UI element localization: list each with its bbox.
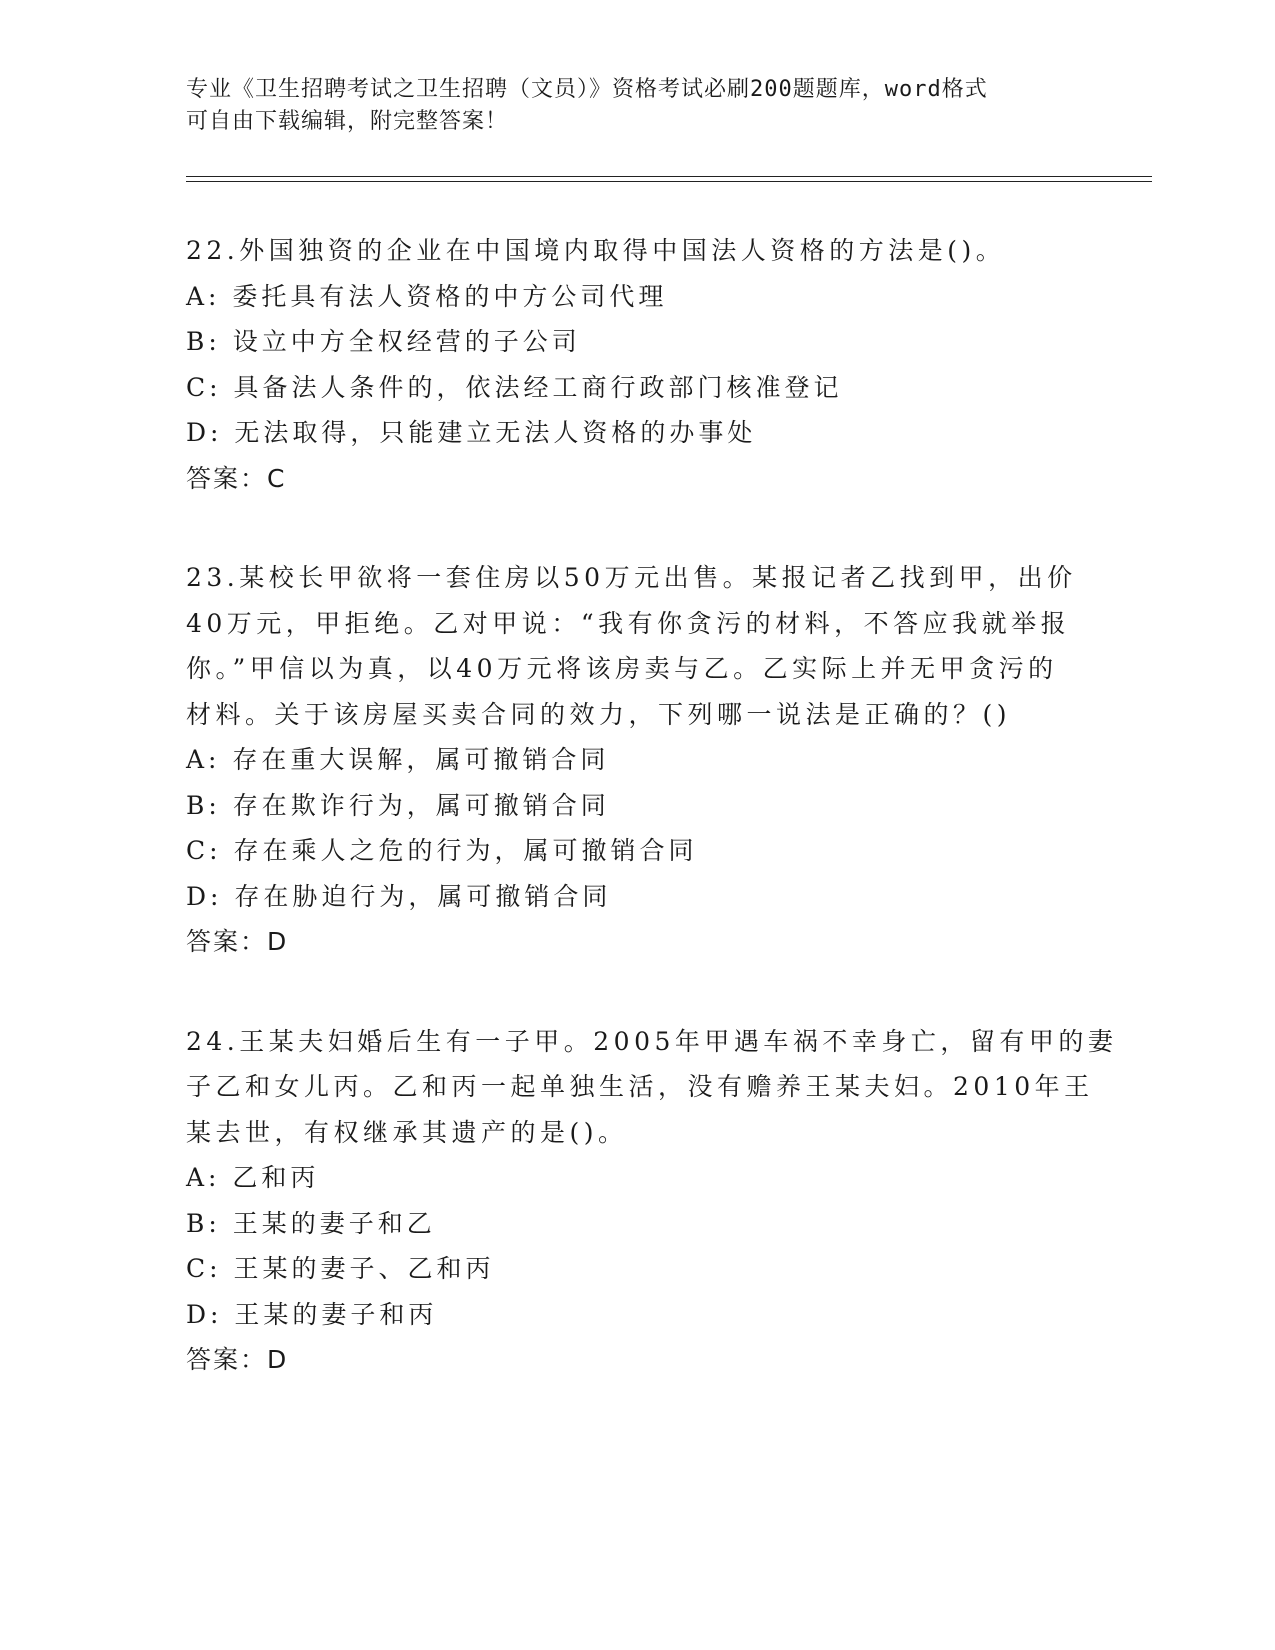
document-header [186, 74, 1086, 138]
option-c: C: 具备法人条件的，依法经工商行政部门核准登记 [186, 372, 843, 402]
question-stem [186, 555, 1086, 737]
question-stem [186, 1019, 1118, 1156]
option-d: D: 无法取得，只能建立无法人资格的办事处 [186, 418, 757, 447]
option-c: C: 存在乘人之危的行为，属可撤销合同 [186, 836, 698, 865]
stem-line: 40万元，甲拒绝。乙对甲说：“我有你贪污的材料，不答应我就举报 [186, 608, 1071, 638]
answer-text: 答案：D [186, 927, 289, 956]
stem-line: 子乙和女儿丙。乙和丙一起单独生活，没有赡养王某夫妇。2010年王 [186, 1072, 1094, 1101]
option-b: B: 存在欺诈行为，属可撤销合同 [186, 790, 610, 820]
header-line-1: 专业《卫生招聘考试之卫生招聘（文员）》资格考试必刷200题题库，word格式 [186, 77, 988, 102]
header-divider-bottom [186, 181, 1152, 182]
option-b: B: 设立中方全权经营的子公司 [186, 327, 581, 356]
option-d: D: 王某的妻子和丙 [186, 1299, 438, 1329]
option-c: C: 王某的妻子、乙和丙 [186, 1254, 495, 1283]
header-line-2: 可自由下载编辑，附完整答案！ [186, 109, 509, 134]
option-a: A: 存在重大误解，属可撤销合同 [186, 745, 610, 774]
answer-text: 答案：C [186, 463, 287, 493]
question-list [186, 228, 1118, 1437]
option-d: D: 存在胁迫行为，属可撤销合同 [186, 881, 612, 911]
option-a: A: 委托具有法人资格的中方公司代理 [186, 281, 668, 311]
question-stem [186, 228, 1086, 274]
stem-line: 某去世，有权继承其遗产的是()。 [186, 1117, 628, 1147]
stem-line: 你。”甲信以为真，以40万元将该房卖与乙。乙实际上并无甲贪污的 [186, 654, 1058, 683]
stem-line: 24.王某夫妇婚后生有一子甲。2005年甲遇车祸不幸身亡，留有甲的妻 [186, 1026, 1118, 1056]
option-a: A: 乙和丙 [186, 1163, 320, 1192]
stem-line: 材料。关于该房屋买卖合同的效力，下列哪一说法是正确的？() [186, 699, 1012, 729]
option-b: B: 王某的妻子和乙 [186, 1208, 436, 1238]
question-23 [186, 555, 1086, 965]
answer-text: 答案：D [186, 1345, 289, 1374]
stem-line: 22.外国独资的企业在中国境内取得中国法人资格的方法是()。 [186, 236, 1006, 265]
header-divider-top [186, 176, 1152, 177]
question-22 [186, 228, 1086, 501]
question-24 [186, 1019, 1118, 1383]
stem-line: 23.某校长甲欲将一套住房以50万元出售。某报记者乙找到甲，出价 [186, 563, 1077, 592]
